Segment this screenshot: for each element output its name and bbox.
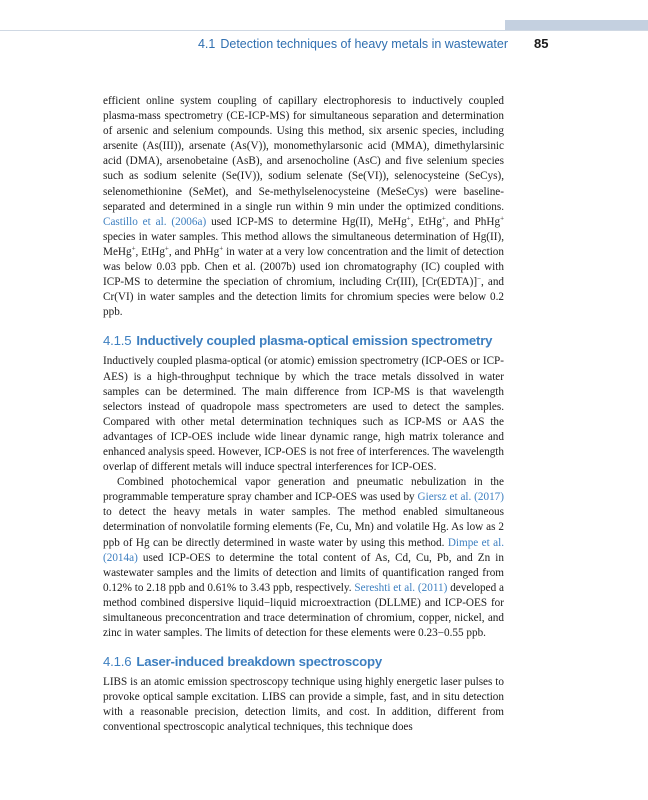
section-number: 4.1.5 bbox=[103, 333, 132, 349]
running-head-section-number: 4.1 bbox=[197, 37, 216, 51]
running-head bbox=[0, 37, 508, 51]
paragraph-ce-icp-ms bbox=[103, 94, 504, 320]
running-head-title: Detection techniques of heavy metals in wastewater bbox=[220, 37, 508, 51]
section-heading-4-1-5 bbox=[103, 333, 504, 348]
text-run: in water at a very low concentration and the limit of detection was below 0.03 ppb. Chen et al. (2007b) used ion chromatography (IC) coupled with ICP-MS to determine the speciation of chromium, including Cr(III), [Cr(EDTA)] bbox=[103, 245, 504, 289]
superscript: + bbox=[406, 214, 411, 223]
text-run: Combined photochemical vapor generation and pneumatic nebulization in the programmable temperature spray chamber and ICP-OES was used by bbox=[103, 476, 504, 504]
citation-sereshti-2011[interactable]: Sereshti et al. (2011) bbox=[354, 581, 448, 594]
superscript: + bbox=[164, 244, 169, 253]
paragraph-icp-oes-studies bbox=[103, 475, 504, 641]
section-number: 4.1.6 bbox=[103, 654, 132, 670]
page-body bbox=[103, 94, 504, 736]
section-title: Inductively coupled plasma-optical emission spectrometry bbox=[136, 333, 493, 349]
superscript: + bbox=[441, 214, 446, 223]
text-run: , EtHg bbox=[135, 245, 165, 258]
citation-castillo-2006a[interactable]: Castillo et al. (2006a) bbox=[103, 215, 207, 228]
text-run: to detect the heavy metals in water samples. The method enabled simultaneous determination of nonvolatile forming elements (Fe, Cu, Mn) and volatile Hg. As low as 2 ppb of Hg can be directly determined in waste water by using this method. bbox=[103, 506, 504, 549]
superscript: + bbox=[500, 214, 505, 223]
text-run: used ICP-MS to determine Hg(II), MeHg bbox=[211, 215, 407, 228]
superscript: − bbox=[477, 274, 482, 283]
section-heading-4-1-6 bbox=[103, 654, 504, 669]
superscript: + bbox=[219, 244, 224, 253]
text-run: , and PhHg bbox=[168, 245, 220, 258]
text-run: , and PhHg bbox=[445, 215, 501, 228]
page-number: 85 bbox=[534, 36, 549, 51]
paragraph-libs-intro: LIBS is an atomic emission spectroscopy technique using highly energetic laser pulses to provoke optical sample excitation. LIBS can provide a simple, fast, and in situ detection with a reasonable precision, detection limits, and cost. In addition, different from conventional spectroscopic analytical techniques, this technique does bbox=[103, 676, 504, 734]
header-accent-band bbox=[505, 20, 648, 30]
superscript: + bbox=[131, 244, 136, 253]
text-run: developed a method combined dispersive liquid−liquid microextraction (DLLME) and ICP-OES for simultaneous preconcentration and trace determination of chromium, copper, nickel, and zinc in water samples. The limits of detection for these elements were 0.23−0.55 ppb. bbox=[103, 581, 504, 640]
text-run: , EtHg bbox=[410, 215, 442, 228]
citation-dimpe-2014a[interactable]: Dimpe et al. (2014a) bbox=[103, 536, 505, 564]
citation-giersz-2017[interactable]: Giersz et al. (2017) bbox=[417, 491, 504, 504]
text-run: efficient online system coupling of capillary electrophoresis to inductively coupled plasma-mass spectrometry (CE-ICP-MS) for simultaneous separation and determination of arsenic and selenium compounds. Using this method, six arsenic species, including arsenite (As(III)), arsenate (As(V)), monomethylarsonic acid (MMA), dimethylarsinic acid (DMA), arsenobetaine (AsB), and arsenocholine (AsC) and five selenium species such as sodium selenite (Se(IV)), sodium selenate (Se(VI)), selenocysteine (SeCys), selenomethionine (SeMet), and Se-methylselenocysteine (MeSeCys) were baseline-separated and determined in a single run within 9 min under the optimized conditions. bbox=[103, 95, 504, 213]
header-rule bbox=[0, 30, 648, 31]
text-run: used ICP-OES to determine the total content of As, Cd, Cu, Pb, and Zn in wastewater samples and the limits of detection and limits of quantification ranged from 0.12% to 2.18 ppb and 0.61% to 3.43 ppb, respectively. bbox=[103, 551, 504, 594]
section-title: Laser-induced breakdown spectroscopy bbox=[136, 654, 382, 670]
paragraph-icp-oes-intro: Inductively coupled plasma-optical (or atomic) emission spectrometry (ICP-OES or ICP-AES) is a high-throughput technique by which the trace metals dissolved in water samples can be determined. The main difference from ICP-MS is that wavelength selectors instead of quadropole mass spectrometers are used to detect the samples. Compared with other metal determination techniques such as ICP-MS or AAS the advantages of ICP-OES include wide linear dynamic range, high matrix tolerance and enhanced analysis speed. However, ICP-OES is not free of interferences. The wavelength overlap of different metals will induce spectral interferences for ICP-OES. bbox=[103, 355, 504, 474]
text-run: species in water samples. This method allows the simultaneous determination of Hg(II), MeHg bbox=[103, 230, 504, 258]
text-run: , and Cr(VI) in water samples and the detection limits for chromium species were below 0.2 ppb. bbox=[103, 276, 505, 319]
